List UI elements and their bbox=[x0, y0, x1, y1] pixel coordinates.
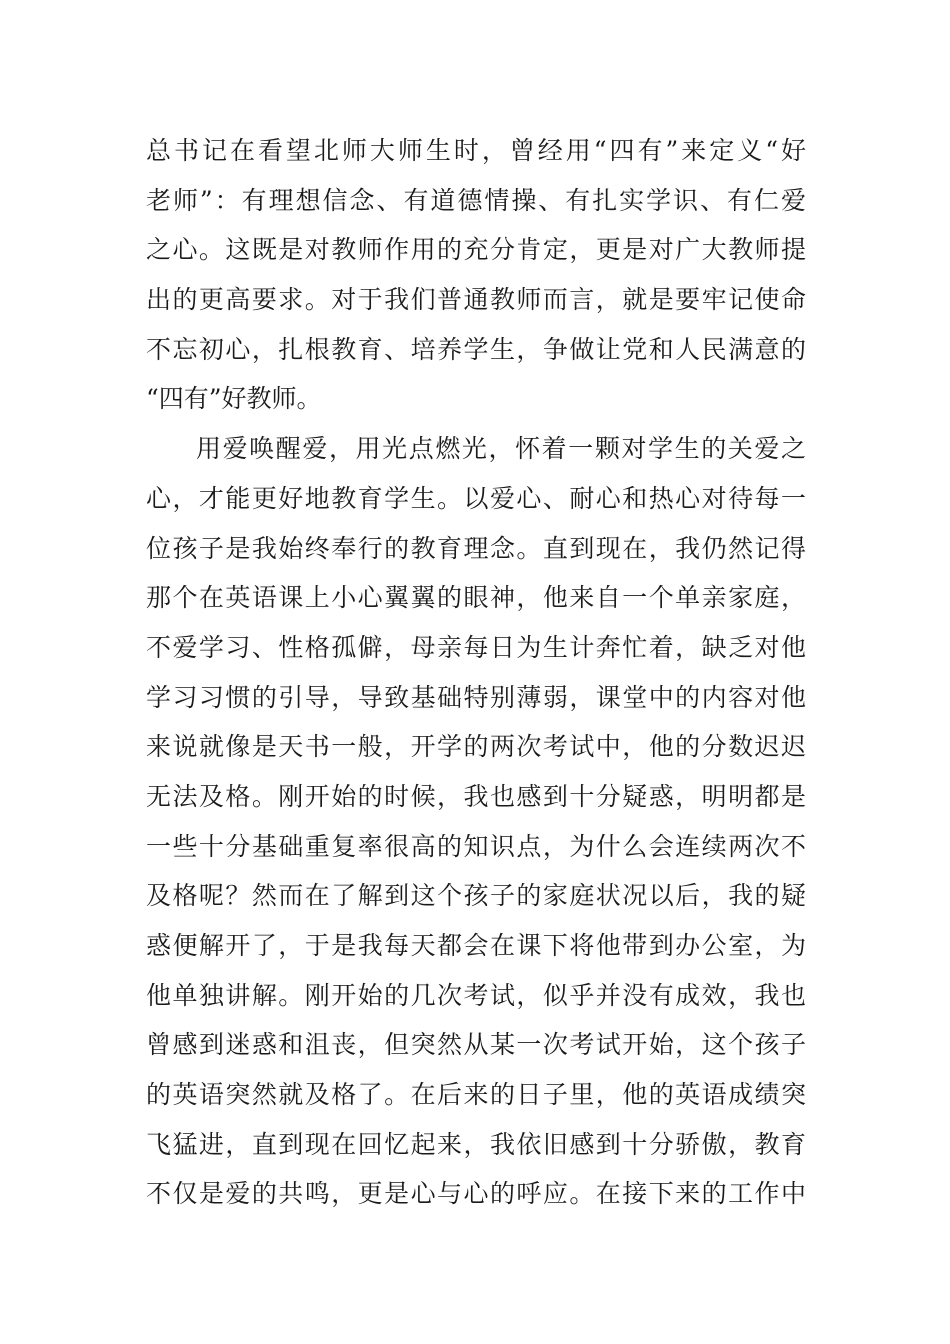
text-line: 用爱唤醒爱，用光点燃光，怀着一颗对学生的关爱之 bbox=[196, 434, 806, 464]
text-line: 及格呢？然而在了解到这个孩子的家庭状况以后，我的疑 bbox=[146, 881, 806, 911]
text-line: 来说就像是天书一般，开学的两次考试中，他的分数迟迟 bbox=[146, 732, 806, 762]
text-line: “四有”好教师。 bbox=[146, 384, 322, 414]
text-line: 他单独讲解。刚开始的几次考试，似乎并没有成效，我也 bbox=[146, 980, 806, 1010]
text-line: 老师”：有理想信念、有道德情操、有扎实学识、有仁爱 bbox=[146, 185, 806, 215]
text-line: 惑便解开了，于是我每天都会在课下将他带到办公室，为 bbox=[146, 931, 806, 960]
paragraph-1 bbox=[146, 126, 806, 424]
text-line: 的英语突然就及格了。在后来的日子里，他的英语成绩突 bbox=[146, 1080, 806, 1110]
text-line: 不忘初心，扎根教育、培养学生，争做让党和人民满意的 bbox=[146, 334, 806, 364]
paragraph-2 bbox=[146, 424, 806, 1219]
text-line: 一些十分基础重复率很高的知识点，为什么会连续两次不 bbox=[146, 831, 806, 861]
text-line: 总书记在看望北师大师生时，曾经用“四有”来定义“好 bbox=[146, 136, 806, 165]
text-line: 无法及格。刚开始的时候，我也感到十分疑惑，明明都是 bbox=[146, 781, 806, 811]
text-line: 位孩子是我始终奉行的教育理念。直到现在，我仍然记得 bbox=[146, 533, 806, 563]
text-line: 不仅是爱的共鸣，更是心与心的呼应。在接下来的工作中 bbox=[146, 1179, 806, 1209]
text-line: 曾感到迷惑和沮丧，但突然从某一次考试开始，这个孩子 bbox=[146, 1030, 806, 1060]
text-line: 不爱学习、性格孤僻，母亲每日为生计奔忙着，缺乏对他 bbox=[146, 632, 806, 662]
text-line: 那个在英语课上小心翼翼的眼神，他来自一个单亲家庭， bbox=[146, 583, 806, 613]
text-line: 飞猛进，直到现在回忆起来，我依旧感到十分骄傲，教育 bbox=[146, 1129, 806, 1159]
body-text bbox=[146, 126, 806, 1219]
text-line: 心，才能更好地教育学生。以爱心、耐心和热心对待每一 bbox=[146, 483, 806, 513]
text-line: 出的更高要求。对于我们普通教师而言，就是要牢记使命 bbox=[146, 285, 806, 315]
text-line: 之心。这既是对教师作用的充分肯定，更是对广大教师提 bbox=[146, 235, 806, 265]
text-line: 学习习惯的引导，导致基础特别薄弱，课堂中的内容对他 bbox=[146, 682, 806, 712]
